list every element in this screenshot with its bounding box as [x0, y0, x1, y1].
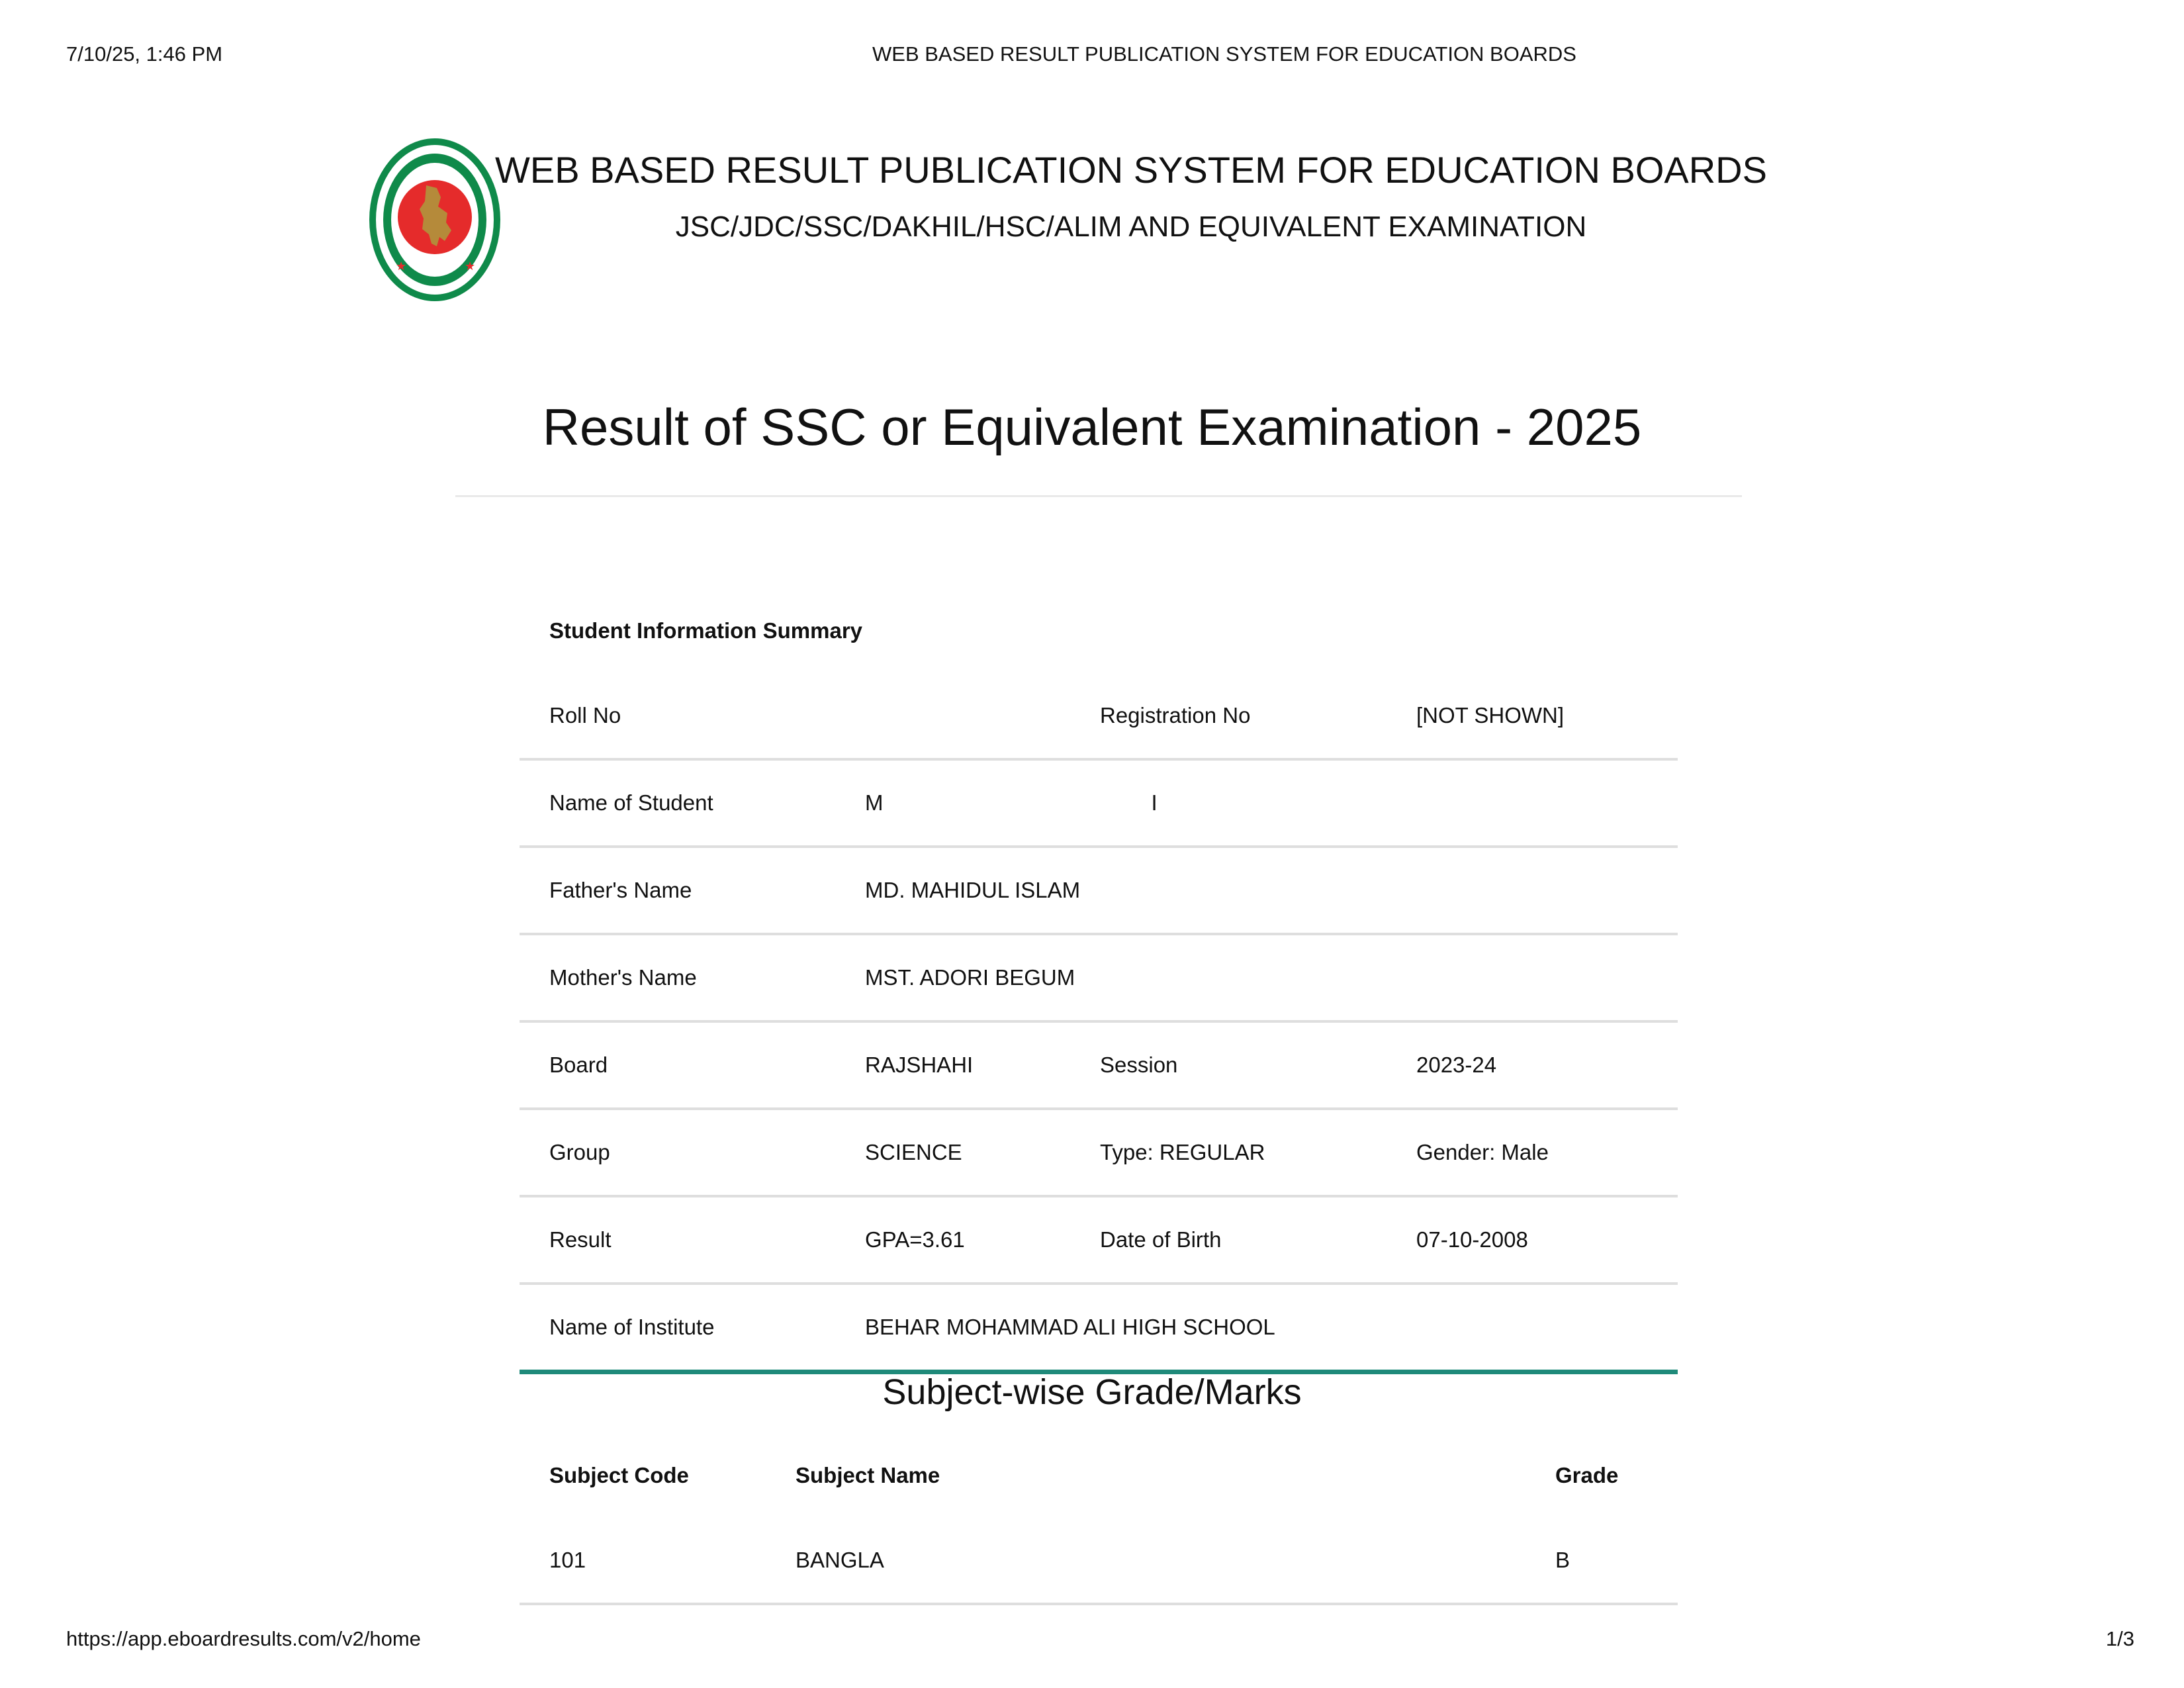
roll-label: Roll No — [549, 703, 621, 727]
print-datetime: 7/10/25, 1:46 PM — [66, 42, 223, 66]
row-group-type-gender — [520, 1110, 1678, 1197]
subjects-title: Subject-wise Grade/Marks — [882, 1372, 1302, 1412]
board-label: Board — [549, 1053, 608, 1077]
session-value: 2023-24 — [1416, 1053, 1497, 1077]
student-name-value — [865, 790, 1158, 816]
student-name-label: Name of Student — [549, 790, 713, 815]
result-value: GPA=3.61 — [865, 1227, 965, 1252]
header-subject-code: Subject Code — [549, 1463, 689, 1487]
registration-value: [NOT SHOWN] — [1416, 703, 1565, 727]
redaction-mask — [884, 794, 1152, 814]
title-divider — [455, 495, 1742, 497]
svg-text:★: ★ — [396, 259, 407, 273]
dob-value: 07-10-2008 — [1416, 1227, 1528, 1252]
header-grade: Grade — [1555, 1463, 1619, 1487]
dob-label: Date of Birth — [1100, 1227, 1222, 1252]
registration-label: Registration No — [1100, 703, 1251, 727]
institute-label: Name of Institute — [549, 1315, 715, 1339]
row-result-dob — [520, 1197, 1678, 1285]
table-row — [520, 1518, 1678, 1605]
row-student-name — [520, 761, 1678, 848]
type-value: Type: REGULAR — [1100, 1140, 1265, 1164]
institute-value: BEHAR MOHAMMAD ALI HIGH SCHOOL — [865, 1315, 1275, 1339]
board-value: RAJSHAHI — [865, 1053, 974, 1077]
student-info-caption: Student Information Summary — [549, 618, 863, 643]
result-title: Result of SSC or Equivalent Examination - 2025 — [542, 398, 1642, 456]
student-name-start: M — [865, 790, 884, 815]
mother-name-value: MST. ADORI BEGUM — [865, 965, 1075, 990]
result-label: Result — [549, 1227, 612, 1252]
group-value: SCIENCE — [865, 1140, 962, 1164]
father-name-value: MD. MAHIDUL ISLAM — [865, 878, 1081, 902]
gender-value: Gender: Male — [1416, 1140, 1549, 1164]
row-father-name — [520, 848, 1678, 935]
subject-grade: B — [1555, 1548, 1570, 1572]
session-label: Session — [1100, 1053, 1178, 1077]
print-page-number: 1/3 — [2105, 1627, 2134, 1650]
row-institute — [520, 1285, 1678, 1374]
mother-name-label: Mother's Name — [549, 965, 697, 990]
svg-text:★: ★ — [465, 259, 476, 273]
subject-grade-table — [520, 1433, 1678, 1605]
subject-table-header — [520, 1433, 1678, 1518]
row-mother-name — [520, 935, 1678, 1023]
print-url: https://app.eboardresults.com/v2/home — [66, 1627, 421, 1650]
student-info-table — [520, 673, 1678, 1374]
group-label: Group — [549, 1140, 610, 1164]
print-page-title: WEB BASED RESULT PUBLICATION SYSTEM FOR EDUCATION BOARDS — [872, 42, 1576, 66]
subject-code: 101 — [549, 1548, 586, 1572]
father-name-label: Father's Name — [549, 878, 692, 902]
site-title: WEB BASED RESULT PUBLICATION SYSTEM FOR EDUCATION BOARDS — [495, 149, 1767, 191]
row-board-session — [520, 1023, 1678, 1110]
site-subtitle: JSC/JDC/SSC/DAKHIL/HSC/ALIM AND EQUIVALENT EXAMINATION — [675, 211, 1587, 243]
subject-name: BANGLA — [796, 1548, 884, 1572]
student-name-end: I — [1151, 790, 1158, 815]
row-roll-registration — [520, 673, 1678, 761]
header-subject-name: Subject Name — [796, 1463, 940, 1487]
